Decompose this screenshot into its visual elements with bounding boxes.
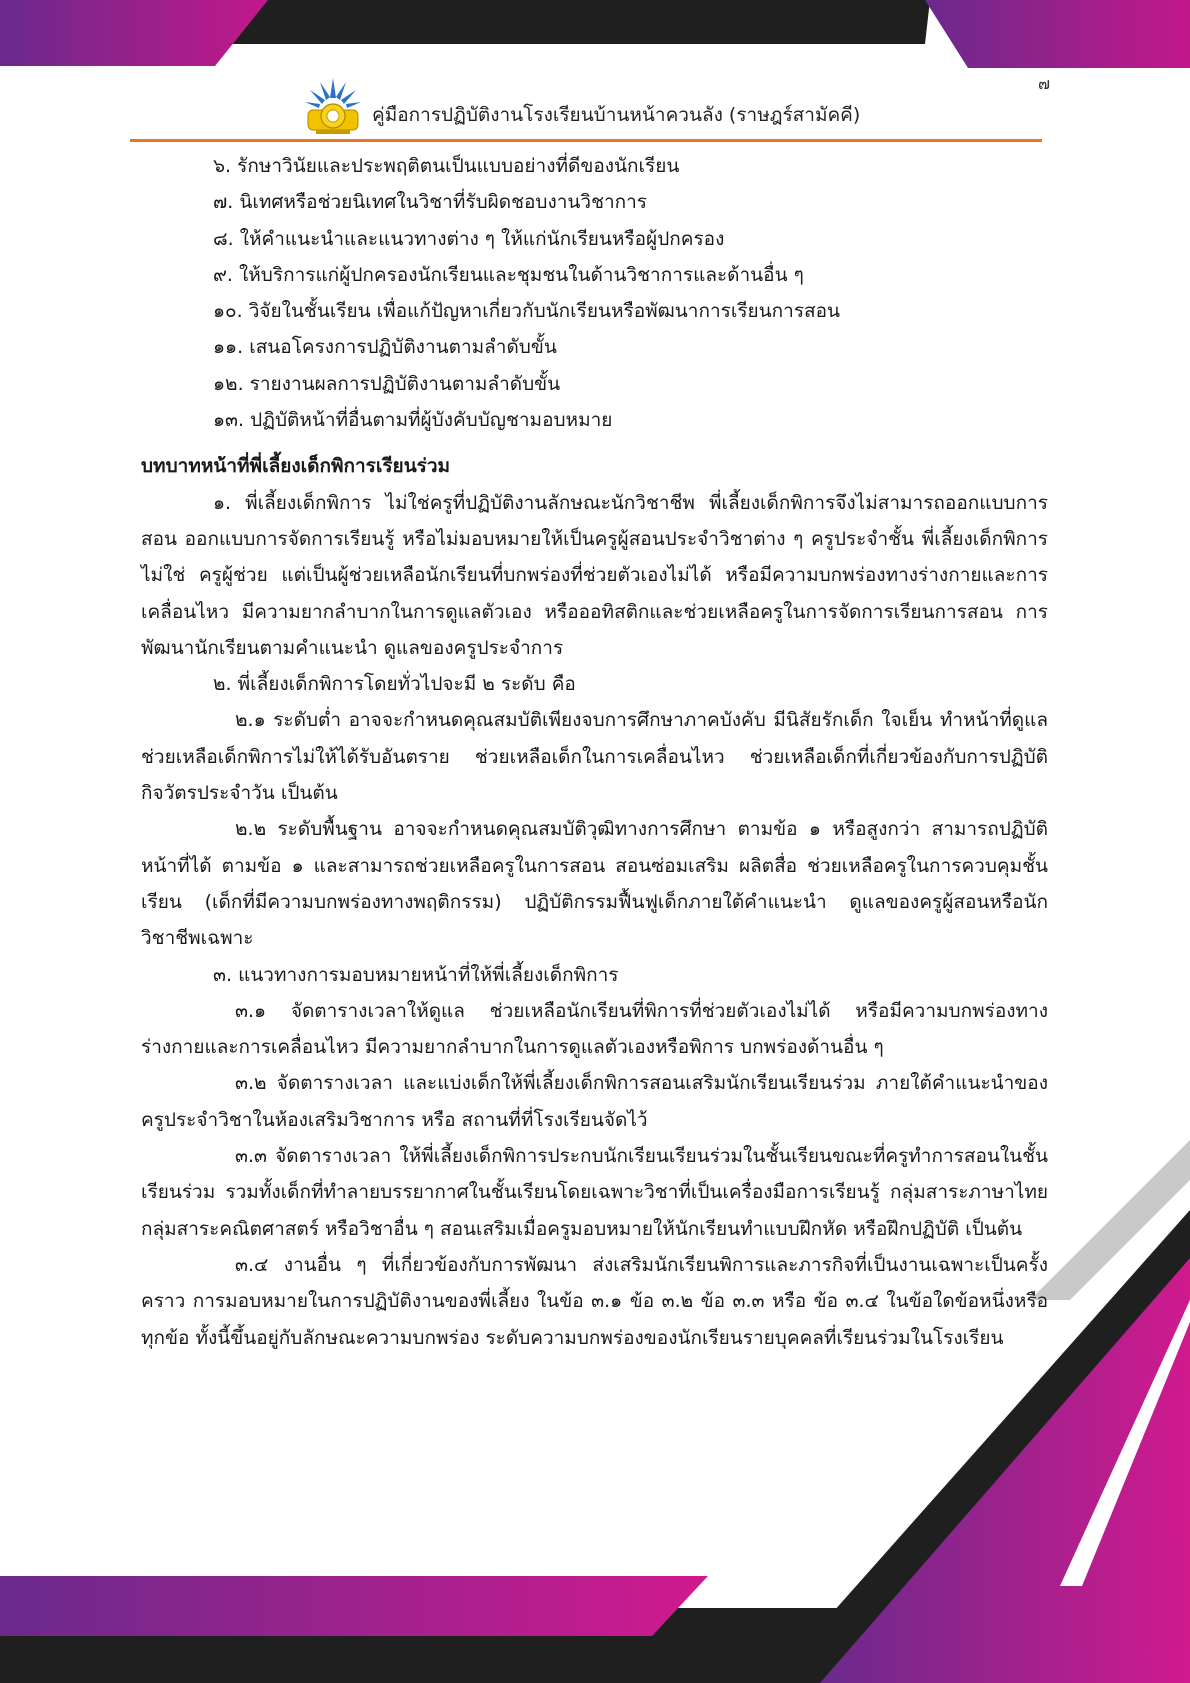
bottom-gradient-band <box>0 1576 708 1636</box>
paragraph-3-1: ๓.๑ จัดตารางเวลาให้ดูแล ช่วยเหลือนักเรียนที่พิการที่ช่วยตัวเองไม่ได้ หรือมีความบกพร่องทางร่างกายและการเคลื่อนไหว มีความยากลำบากในการดูแลตัวเองหรือพิการ บกพร่องด้านอื่น ๆ <box>141 999 1048 1059</box>
list-item: ๑๑. เสนอโครงการปฏิบัติงานตามลำดับขั้น <box>213 336 557 359</box>
list-item: ๙. ให้บริการแก่ผู้ปกครองนักเรียนและชุมชนในด้านวิชาการและด้านอื่น ๆ <box>213 263 804 286</box>
list-item: ๘. ให้คำแนะนำและแนวทางต่าง ๆ ให้แก่นักเรียนหรือผู้ปกครอง <box>213 227 725 250</box>
list-item: ๑๐. วิจัยในชั้นเรียน เพื่อแก้ปัญหาเกี่ยวกับนักเรียนหรือพัฒนาการเรียนการสอน <box>213 300 841 323</box>
list-item: ๑๓. ปฏิบัติหน้าที่อื่นตามที่ผู้บังคับบัญชามอบหมาย <box>213 409 613 432</box>
header-title: คู่มือการปฏิบัติงานโรงเรียนบ้านหน้าควนลัง (ราษฎร์สามัคคี) <box>372 104 861 126</box>
top-left-gradient-band <box>0 0 268 66</box>
school-logo-icon <box>302 76 364 138</box>
list-item: ๑๒. รายงานผลการปฏิบัติงานตามลำดับขั้น <box>213 372 561 395</box>
paragraph-3-4: ๓.๔ งานอื่น ๆ ที่เกี่ยวข้องกับการพัฒนา ส่งเสริมนักเรียนพิการและภารกิจที่เป็นงานเฉพาะเป็นครั้งคราว การมอบหมายในการปฏิบัติงานของพี่เลี้ยง ในข้อ ๓.๑ ข้อ ๓.๒ ข้อ ๓.๓ หรือ ข้อ ๓.๔ ในข้อใดข้อหนึ่งหรือทุกข้อ ทั้งนี้ขึ้นอยู่กับลักษณะความบกพร่อง ระดับความบกพร่องของนักเรียนรายบุคคลที่เรียนร่วมในโรงเรียน <box>141 1253 1048 1349</box>
paragraph-1: ๑. พี่เลี้ยงเด็กพิการ ไม่ใช่ครูที่ปฏิบัติงานลักษณะนักวิชาชีพ พี่เลี้ยงเด็กพิการจึงไม่สามารถออกแบบการสอน ออกแบบการจัดการเรียนรู้ หรือไม่มอบหมายให้เป็นครูผู้สอนประจำวิชาต่าง ๆ ครูประจำชั้น พี่เลี้ยงเด็กพิการไม่ใช่ ครูผู้ช่วย แต่เป็นผู้ช่วยเหลือนักเรียนที่บกพร่องที่ช่วยตัวเองไม่ได้ หรือมีความบกพร่องทางร่างกายและการเคลื่อนไหว มีความยากลำบากในการดูแลตัวเอง หรือออทิสติกและช่วยเหลือครูในการจัดการเรียนการสอน การพัฒนานักเรียนตามคำแนะนำ ดูแลของครูประจำการ <box>141 491 1048 659</box>
page-number: ๗ <box>1037 74 1050 93</box>
paragraph-3-3: ๓.๓ จัดตารางเวลา ให้พี่เลี้ยงเด็กพิการประกบนักเรียนเรียนร่วมในชั้นเรียนขณะที่ครูทำการสอนในชั้นเรียนร่วม รวมทั้งเด็กที่ทำลายบรรยากาศในชั้นเรียนโดยเฉพาะวิชาที่เป็นเครื่องมือการเรียนรู้ กลุ่มสาระภาษาไทย กลุ่มสาระคณิตศาสตร์ หรือวิชาอื่น ๆ สอนเสริมเมื่อครูมอบหมายให้นักเรียนทำแบบฝึกหัด หรือฝึกปฏิบัติ เป็นต้น <box>141 1145 1048 1240</box>
top-right-gradient-band <box>925 0 1190 68</box>
header-divider <box>130 139 1042 142</box>
section-heading: บทบาทหน้าที่พี่เลี้ยงเด็กพิการเรียนร่วม <box>141 455 451 478</box>
paragraph-3: ๓. แนวทางการมอบหมายหน้าที่ให้พี่เลี้ยงเด็กพิการ <box>213 963 619 986</box>
document-body <box>141 148 1048 1356</box>
paragraph-2: ๒. พี่เลี้ยงเด็กพิการโดยทั่วไปจะมี ๒ ระดับ คือ <box>213 673 576 696</box>
paragraph-2-1: ๒.๑ ระดับต่ำ อาจจะกำหนดคุณสมบัติเพียงจบการศึกษาภาคบังคับ มีนิสัยรักเด็ก ใจเย็น ทำหน้าที่ดูแลช่วยเหลือเด็กพิการไม่ให้ได้รับอันตราย ช่วยเหลือเด็กในการเคลื่อนไหว ช่วยเหลือเด็กที่เกี่ยวข้องกับการปฏิบัติกิจวัตรประจำวัน เป็นต้น <box>141 709 1048 805</box>
paragraph-3-2: ๓.๒ จัดตารางเวลา และแบ่งเด็กให้พี่เลี้ยงเด็กพิการสอนเสริมนักเรียนเรียนร่วม ภายใต้คำแนะนำของครูประจำวิชาในห้องเสริมวิชาการ หรือ สถานที่ที่โรงเรียนจัดไว้ <box>141 1072 1048 1131</box>
list-item: ๗. นิเทศหรือช่วยนิเทศในวิชาที่รับผิดชอบงานวิชาการ <box>213 191 648 214</box>
list-item: ๖. รักษาวินัยและประพฤติตนเป็นแบบอย่างที่ดีของนักเรียน <box>213 155 680 177</box>
paragraph-2-2: ๒.๒ ระดับพื้นฐาน อาจจะกำหนดคุณสมบัติวุฒิทางการศึกษา ตามข้อ ๑ หรือสูงกว่า สามารถปฏิบัติหน้าที่ได้ ตามข้อ ๑ และสามารถช่วยเหลือครูในการสอน สอนซ่อมเสริม ผลิตสื่อ ช่วยเหลือครูในการควบคุมชั้นเรียน (เด็กที่มีความบกพร่องทางพฤติกรรม) ปฏิบัติกรรมฟื้นฟูเด็กภายใต้คำแนะนำ ดูแลของครูผู้สอนหรือนักวิชาชีพเฉพาะ <box>141 818 1048 950</box>
